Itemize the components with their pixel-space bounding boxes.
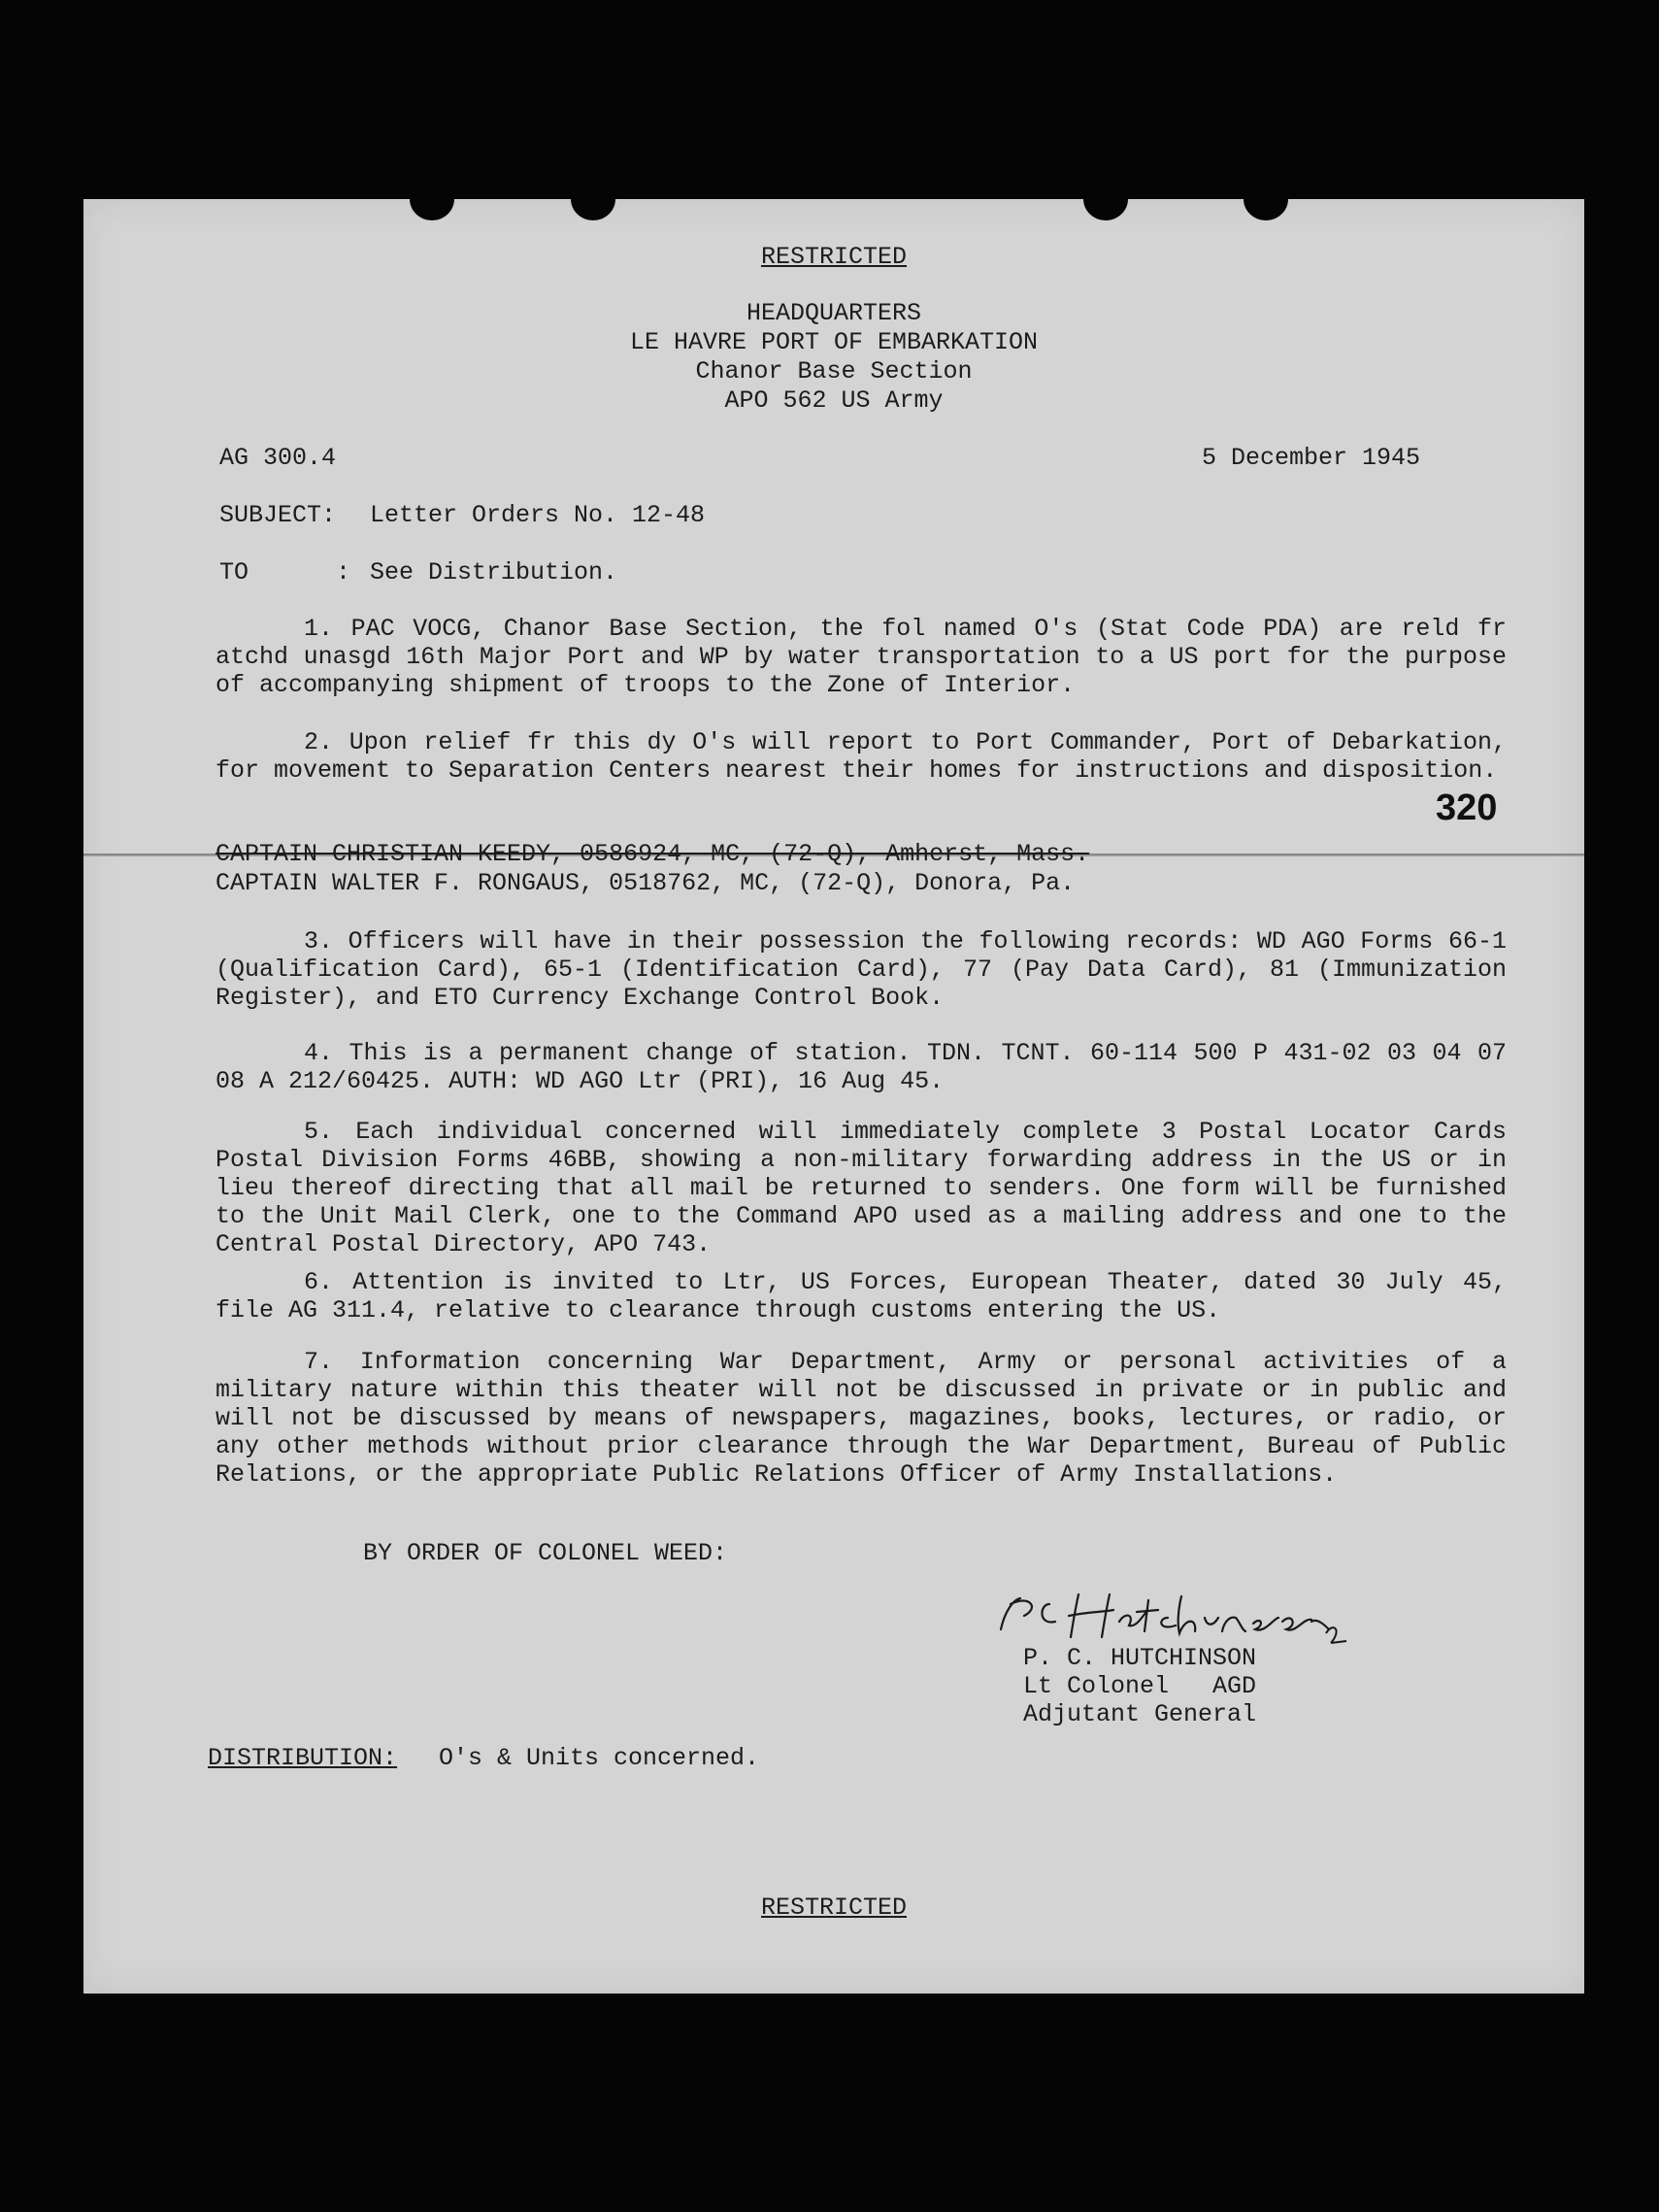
paragraph-3: 3. Officers will have in their possession the following records: WD AGO Forms 66-1 (Qualification Card), 65-1 (Identification Card), 77 (Pay Data Card), 81 (Immunization Register), and ETO Currency Exchange Control Book.	[216, 927, 1507, 1012]
classification-top: RESTRICTED	[760, 243, 908, 271]
signer-rank: Lt Colonel AGD	[1023, 1672, 1257, 1700]
handwritten-signature	[991, 1583, 1360, 1651]
header-line: HEADQUARTERS	[746, 299, 922, 327]
signer-name: P. C. HUTCHINSON	[1023, 1644, 1257, 1672]
document-page	[83, 199, 1584, 1994]
paragraph-4: 4. This is a permanent change of station. TDN. TCNT. 60-114 500 P 431-02 03 04 07 08 A 212/60425. AUTH: WD AGO Ltr (PRI), 16 Aug 45.	[216, 1039, 1507, 1095]
paragraph-5: 5. Each individual concerned will immediately complete 3 Postal Locator Cards Postal Division Forms 46BB, showing a non-military forwarding address in the US or in lieu thereof directing that all mail be returned to senders. One form will be furnished to the Unit Mail Clerk, one to the Command APO used as a mailing address and one to the Central Postal Directory, APO 743.	[216, 1118, 1507, 1258]
header-line: Chanor Base Section	[695, 357, 973, 385]
header-line: APO 562 US Army	[724, 386, 944, 415]
file-reference: AG 300.4	[219, 444, 337, 472]
subject-text: Letter Orders No. 12-48	[370, 501, 706, 529]
by-order-line: BY ORDER OF COLONEL WEED:	[363, 1539, 728, 1567]
to-label: TO :	[219, 558, 351, 587]
paragraph-2: 2. Upon relief fr this dy O's will report to Port Commander, Port of Debarkation, for movement to Separation Centers nearest their homes for instructions and disposition.	[216, 728, 1507, 785]
officer-entry: CAPTAIN CHRISTIAN KEEDY, 0586924, MC, (72-Q), Amherst, Mass.	[216, 840, 1090, 868]
signer-title: Adjutant General	[1023, 1700, 1257, 1728]
paragraph-1: 1. PAC VOCG, Chanor Base Section, the fol named O's (Stat Code PDA) are reld fr atchd unasgd 16th Major Port and WP by water transportation to a US port for the purpose of accompanying shipment of troops to the Zone of Interior.	[216, 615, 1507, 699]
paragraph-7: 7. Information concerning War Department, Army or personal activities of a military nature within this theater will not be discussed in private or in public and will not be discussed by means of newspapers, magazines, books, lectures, or radio, or any other methods without prior clearance through the War Department, Bureau of Public Relations, or the appropriate Public Relations Officer of Army Installations.	[216, 1348, 1507, 1489]
to-text: See Distribution.	[370, 558, 618, 587]
signature-block	[1023, 1644, 1256, 1728]
distribution-label: DISTRIBUTION:	[208, 1744, 398, 1772]
header-line: LE HAVRE PORT OF EMBARKATION	[629, 328, 1039, 356]
officer-entry: CAPTAIN WALTER F. RONGAUS, 0518762, MC, (72-Q), Donora, Pa.	[216, 869, 1076, 897]
paragraph-6: 6. Attention is invited to Ltr, US Forces, European Theater, dated 30 July 45, file AG 311.4, relative to clearance through customs entering the US.	[216, 1268, 1507, 1324]
subject-label: SUBJECT:	[219, 501, 337, 529]
distribution-text: O's & Units concerned.	[439, 1744, 760, 1772]
classification-bottom: RESTRICTED	[760, 1894, 908, 1922]
stamp-number: 320	[1436, 788, 1498, 828]
document-date: 5 December 1945	[1202, 444, 1421, 472]
